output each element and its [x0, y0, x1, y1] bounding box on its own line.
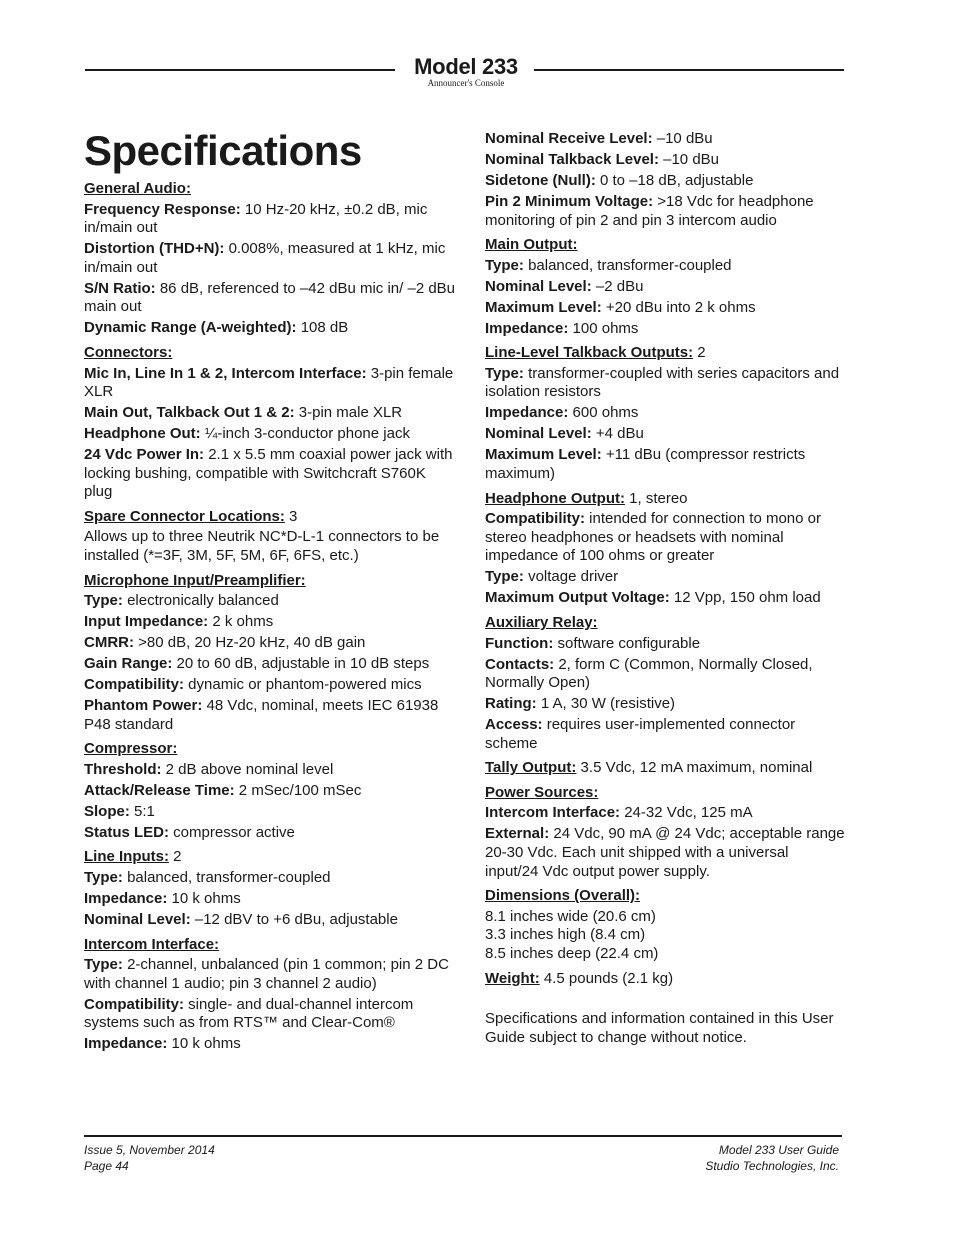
spec-item	[485, 193, 845, 230]
spec-value: 2.1 x 5.5 mm coaxial power jack with locking bushing, compatible with Switchcraft S760K plug	[84, 446, 453, 501]
spec-item	[485, 172, 845, 191]
spec-item	[84, 676, 456, 695]
section-text-line: 3.3 inches high (8.4 cm)	[485, 926, 646, 944]
spec-value: 10 Hz-20 kHz, ±0.2 dB, mic in/main out	[84, 200, 428, 237]
section-title: Dimensions (Overall):	[485, 887, 641, 905]
section-title: Intercom Interface:	[84, 935, 220, 953]
spec-value: –10 dBu	[652, 130, 713, 147]
header-brand	[404, 55, 528, 88]
spec-key: 24 Vdc Power In:	[84, 446, 205, 464]
spec-key: Type:	[84, 592, 123, 610]
section-heading	[84, 936, 456, 955]
spec-key: Type:	[485, 364, 524, 382]
left-column	[84, 127, 456, 1060]
spec-item	[84, 697, 456, 734]
spec-value: intended for connection to mono or stereo headphones or headsets with nominal impedance of 100 ohms or greater	[485, 510, 821, 565]
section-heading	[84, 572, 456, 591]
section-title: Tally Output:	[485, 759, 577, 777]
spec-key: External:	[485, 825, 550, 843]
spec-key: Compatibility:	[485, 510, 585, 528]
section-heading	[485, 490, 845, 509]
footer-company: Studio Technologies, Inc.	[705, 1158, 839, 1173]
section-title: Main Output:	[485, 236, 578, 254]
spec-value: transformer-coupled with series capacitors and isolation resistors	[485, 364, 840, 401]
section-text-line: 8.5 inches deep (22.4 cm)	[485, 945, 659, 963]
spec-key: Nominal Level:	[485, 277, 592, 295]
section-title: Power Sources:	[485, 783, 599, 801]
spec-value: +20 dBu into 2 k ohms	[601, 298, 756, 316]
spec-item	[84, 956, 456, 993]
spec-value: single- and dual-channel intercom systems such as from RTS™ and Clear-Com®	[84, 995, 414, 1032]
spec-key: Intercom Interface:	[485, 804, 621, 822]
section-value: 3	[284, 507, 298, 525]
section-title: Auxiliary Relay:	[485, 613, 598, 631]
spec-item	[84, 613, 456, 632]
section-heading	[485, 759, 845, 778]
spec-item	[84, 365, 456, 402]
section-title: Headphone Output:	[485, 489, 625, 507]
spec-section	[485, 887, 845, 963]
page-title: Specifications	[84, 127, 362, 174]
spec-section	[485, 236, 845, 338]
footer-left	[84, 1143, 215, 1174]
spec-item	[84, 446, 456, 502]
spec-key: Frequency Response:	[84, 200, 241, 218]
section-title: Line-Level Talkback Outputs:	[485, 344, 694, 362]
spec-item	[485, 299, 845, 318]
spec-section	[84, 740, 456, 842]
spec-item	[84, 1035, 456, 1054]
spec-value: –10 dBu	[658, 150, 720, 168]
spec-item	[84, 911, 456, 930]
spec-key: Attack/Release Time:	[84, 781, 235, 799]
spec-item	[485, 130, 845, 149]
spec-item	[485, 804, 845, 823]
spec-value: 2 dB above nominal level	[161, 760, 334, 778]
section-title: Microphone Input/Preamplifier:	[84, 571, 306, 589]
section-title: Spare Connector Locations:	[84, 507, 285, 525]
section-heading	[84, 344, 456, 363]
section-heading	[485, 887, 845, 906]
spec-key: Maximum Output Voltage:	[485, 589, 670, 607]
spec-item	[84, 404, 456, 423]
spec-key: Dynamic Range (A-weighted):	[84, 319, 297, 337]
spec-key: Main Out, Talkback Out 1 & 2:	[84, 404, 295, 422]
footer-issue: Issue 5, November 2014	[84, 1143, 215, 1157]
spec-item	[485, 365, 845, 402]
spec-item	[485, 716, 845, 753]
spec-key: Nominal Talkback Level:	[485, 150, 659, 168]
spec-value: 2-channel, unbalanced (pin 1 common; pin 2 DC with channel 1 audio; pin 3 channel 2 audio)	[84, 956, 449, 992]
spec-value: +11 dBu (compressor restricts maximum)	[485, 446, 806, 483]
spec-key: Type:	[485, 256, 524, 274]
spec-value: 5:1	[129, 802, 155, 820]
spec-item	[485, 151, 845, 170]
section-title: Connectors:	[84, 343, 173, 361]
spec-key: Function:	[485, 634, 554, 652]
spec-value: >80 dB, 20 Hz-20 kHz, 40 dB gain	[134, 634, 366, 652]
spec-value: 1 A, 30 W (resistive)	[536, 695, 676, 713]
spec-key: Type:	[84, 869, 123, 887]
spec-section	[84, 572, 456, 735]
spec-key: Sidetone (Null):	[485, 171, 596, 189]
spec-item	[84, 425, 456, 444]
spec-key: Contacts:	[485, 655, 555, 673]
section-title: Compressor:	[84, 740, 178, 758]
spec-item	[84, 201, 456, 238]
spec-value: 0.008%, measured at 1 kHz, mic in/main out	[84, 240, 446, 276]
section-value: 1, stereo	[624, 489, 688, 507]
spec-key: Input Impedance:	[84, 613, 209, 631]
spec-item	[485, 320, 845, 339]
spec-item	[84, 655, 456, 674]
spec-key: Maximum Level:	[485, 446, 602, 464]
spec-item	[84, 803, 456, 822]
spec-value: balanced, transformer-coupled	[122, 869, 331, 887]
spec-item	[485, 635, 845, 654]
spec-section	[84, 936, 456, 1054]
spec-key: Pin 2 Minimum Voltage:	[485, 192, 654, 210]
section-text-line: Allows up to three Neutrik NC*D-L-1 connectors to be installed (*=3F, 3M, 5F, 5M, 6F, 6FS, etc.)	[84, 528, 440, 565]
spec-key: Compatibility:	[84, 995, 184, 1013]
spec-key: Slope:	[84, 802, 130, 820]
spec-key: Impedance:	[485, 319, 569, 337]
spec-key: Type:	[84, 956, 123, 974]
spec-item	[84, 280, 456, 317]
spec-key: Impedance:	[84, 890, 168, 908]
right-column	[485, 130, 845, 1047]
spec-section	[84, 508, 456, 566]
brand-subtitle: Announcer's Console	[427, 78, 505, 88]
spec-item	[84, 240, 456, 277]
spec-value: voltage driver	[523, 568, 619, 586]
spec-key: Headphone Out:	[84, 425, 201, 443]
footer-page-number: Page 44	[84, 1158, 129, 1173]
section-heading	[485, 236, 845, 255]
spec-section	[485, 614, 845, 753]
spec-item	[84, 824, 456, 843]
spec-item	[485, 825, 845, 881]
spec-item	[485, 257, 845, 276]
footer-right	[705, 1143, 839, 1174]
spec-value: 86 dB, referenced to –42 dBu mic in/ –2 dBu main out	[84, 279, 456, 316]
spec-item	[84, 319, 456, 338]
intercom-interface-continued	[485, 130, 845, 230]
footer-rule	[84, 1135, 842, 1137]
section-title: General Audio:	[84, 180, 191, 197]
spec-item	[485, 695, 845, 714]
section-text-line: 8.1 inches wide (20.6 cm)	[485, 907, 656, 925]
spec-item	[485, 446, 845, 483]
spec-value: 24-32 Vdc, 125 mA	[620, 804, 753, 822]
spec-value: electronically balanced	[122, 592, 279, 610]
spec-key: Nominal Level:	[485, 425, 592, 443]
spec-item	[485, 510, 845, 566]
section-heading	[485, 970, 845, 989]
spec-key: Impedance:	[485, 404, 569, 422]
spec-section	[485, 344, 845, 483]
spec-value: 2 mSec/100 mSec	[234, 781, 362, 799]
spec-item	[485, 589, 845, 608]
section-heading	[485, 614, 845, 633]
spec-key: Type:	[485, 568, 524, 586]
spec-value: +4 dBu	[591, 425, 644, 443]
spec-value: –2 dBu	[591, 277, 644, 295]
footer-guide-title: Model 233 User Guide	[718, 1143, 839, 1157]
section-value: 2	[693, 344, 706, 362]
spec-item	[84, 592, 456, 611]
spec-value: ¼-inch 3-conductor phone jack	[200, 425, 410, 443]
spec-value: 2, form C (Common, Normally Closed, Normally Open)	[485, 655, 813, 692]
spec-value: software configurable	[553, 634, 701, 652]
spec-key: Nominal Level:	[84, 911, 191, 929]
spec-key: CMRR:	[84, 634, 134, 652]
spec-section	[485, 490, 845, 608]
spec-item	[84, 782, 456, 801]
right-spec-sections	[485, 236, 845, 988]
spec-value: 0 to –18 dB, adjustable	[595, 171, 754, 189]
spec-value: 12 Vpp, 150 ohm load	[669, 589, 821, 607]
spec-key: Mic In, Line In 1 & 2, Intercom Interface:	[84, 364, 367, 382]
spec-value: 3-pin female XLR	[84, 364, 454, 401]
spec-section	[485, 970, 845, 989]
section-heading	[84, 740, 456, 759]
spec-value: balanced, transformer-coupled	[523, 256, 732, 274]
brand-name: Model 233	[414, 54, 518, 79]
spec-value: compressor active	[169, 823, 295, 841]
header-rule-left	[85, 69, 395, 71]
spec-value: >18 Vdc for headphone monitoring of pin 2 and pin 3 intercom audio	[485, 192, 814, 229]
spec-section	[485, 759, 845, 778]
disclaimer-note: Specifications and information contained in this User Guide subject to change without notice.	[485, 1010, 834, 1046]
spec-key: Gain Range:	[84, 655, 173, 673]
section-heading	[485, 784, 845, 803]
spec-key: Threshold:	[84, 760, 162, 778]
spec-item	[485, 656, 845, 693]
spec-item	[84, 761, 456, 780]
spec-value: 20 to 60 dB, adjustable in 10 dB steps	[172, 655, 430, 673]
spec-key: Status LED:	[84, 823, 170, 841]
section-heading	[84, 848, 456, 867]
section-title: Weight:	[485, 969, 540, 987]
spec-section	[485, 784, 845, 881]
section-value: 2	[169, 848, 182, 866]
spec-key: Distortion (THD+N):	[84, 240, 225, 258]
spec-value: requires user-implemented connector scheme	[485, 716, 796, 752]
spec-key: Rating:	[485, 695, 537, 713]
spec-section	[84, 344, 456, 502]
spec-key: Compatibility:	[84, 676, 184, 694]
spec-value: 600 ohms	[568, 404, 639, 422]
section-heading	[485, 344, 845, 363]
spec-item	[485, 404, 845, 423]
spec-section	[84, 180, 456, 338]
spec-key: S/N Ratio:	[84, 279, 156, 297]
spec-item	[485, 278, 845, 297]
spec-value: 10 k ohms	[167, 890, 241, 908]
spec-key: Phantom Power:	[84, 697, 203, 715]
spec-value: 24 Vdc, 90 mA @ 24 Vdc; acceptable range 20-30 Vdc. Each unit shipped with a universal input/24 Vdc output power supply.	[485, 825, 845, 880]
section-value: 4.5 pounds (2.1 kg)	[539, 969, 674, 987]
spec-item	[485, 425, 845, 444]
spec-value: 100 ohms	[568, 319, 639, 337]
spec-item	[84, 869, 456, 888]
spec-key: Nominal Receive Level:	[485, 130, 653, 147]
section-heading	[84, 180, 456, 199]
spec-value: 10 k ohms	[167, 1035, 241, 1053]
spec-value: 48 Vdc, nominal, meets IEC 61938 P48 standard	[84, 697, 439, 733]
header-rule-right	[534, 69, 844, 71]
spec-item	[485, 568, 845, 587]
spec-section	[84, 848, 456, 929]
spec-value: –12 dBV to +6 dBu, adjustable	[190, 911, 398, 929]
spec-key: Maximum Level:	[485, 298, 602, 316]
spec-value: 2 k ohms	[208, 613, 274, 631]
section-title: Line Inputs:	[84, 848, 169, 866]
spec-value: dynamic or phantom-powered mics	[184, 676, 422, 694]
spec-key: Access:	[485, 716, 543, 734]
section-heading	[84, 508, 456, 527]
spec-value: 3-pin male XLR	[294, 404, 403, 422]
section-value: 3.5 Vdc, 12 mA maximum, nominal	[576, 759, 813, 777]
spec-value: 108 dB	[296, 319, 349, 337]
spec-item	[84, 890, 456, 909]
spec-key: Impedance:	[84, 1035, 168, 1053]
spec-item	[84, 634, 456, 653]
spec-item	[84, 996, 456, 1033]
left-spec-sections	[84, 180, 456, 1054]
